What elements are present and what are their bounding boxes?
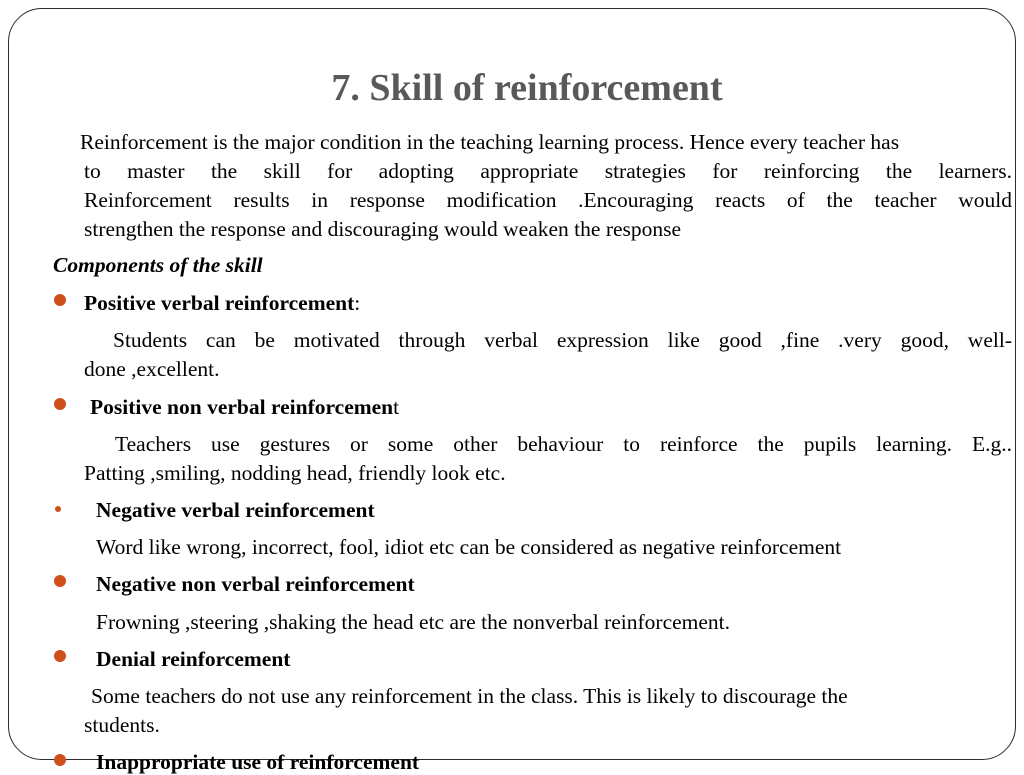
intro-line-1: Reinforcement is the major condition in the teaching learning process. Hence every teacher has (80, 130, 900, 154)
bullet-icon (54, 754, 66, 766)
bullet-icon (54, 650, 66, 662)
item-text-line: Teachers use gestures or some other behaviour to reinforce the pupils learning. E.g.. (115, 432, 1012, 456)
item-heading: Positive verbal reinforcement (84, 291, 355, 315)
intro-line-3: Reinforcement results in response modification .Encouraging reacts of the teacher would (84, 188, 1012, 212)
item-text-line: Some teachers do not use any reinforcement in the class. This is likely to discourage the (91, 684, 848, 708)
item-text-line: Patting ,smiling, nodding head, friendly look etc. (84, 461, 506, 485)
item-heading: Negative non verbal reinforcement (96, 572, 415, 596)
bullet-icon (55, 506, 61, 512)
item-heading: Positive non verbal reinforcemen (90, 395, 394, 419)
intro-line-2: to master the skill for adopting appropriate strategies for reinforcing the learners. (84, 159, 1012, 183)
item-text-line: students. (84, 713, 160, 737)
item-heading-suffix: t (393, 395, 400, 419)
intro-line-4: strengthen the response and discouraging would weaken the response (84, 217, 682, 241)
item-heading: Inappropriate use of reinforcement (96, 750, 420, 774)
components-heading: Components of the skill (53, 253, 263, 277)
item-text-line: Word like wrong, incorrect, fool, idiot etc can be considered as negative reinforcement (96, 535, 842, 559)
bullet-icon (54, 294, 66, 306)
bullet-icon (54, 398, 66, 410)
item-text-line: Students can be motivated through verbal expression like good ,fine .very good, well- (113, 328, 1012, 352)
bullet-icon (54, 575, 66, 587)
slide-title: 7. Skill of reinforcement (331, 67, 723, 109)
item-heading-suffix: : (354, 291, 361, 315)
item-heading: Negative verbal reinforcement (96, 498, 375, 522)
item-heading: Denial reinforcement (96, 647, 291, 671)
item-text-line: Frowning ,steering ,shaking the head etc are the nonverbal reinforcement. (96, 610, 731, 634)
item-text-line: done ,excellent. (84, 357, 220, 381)
